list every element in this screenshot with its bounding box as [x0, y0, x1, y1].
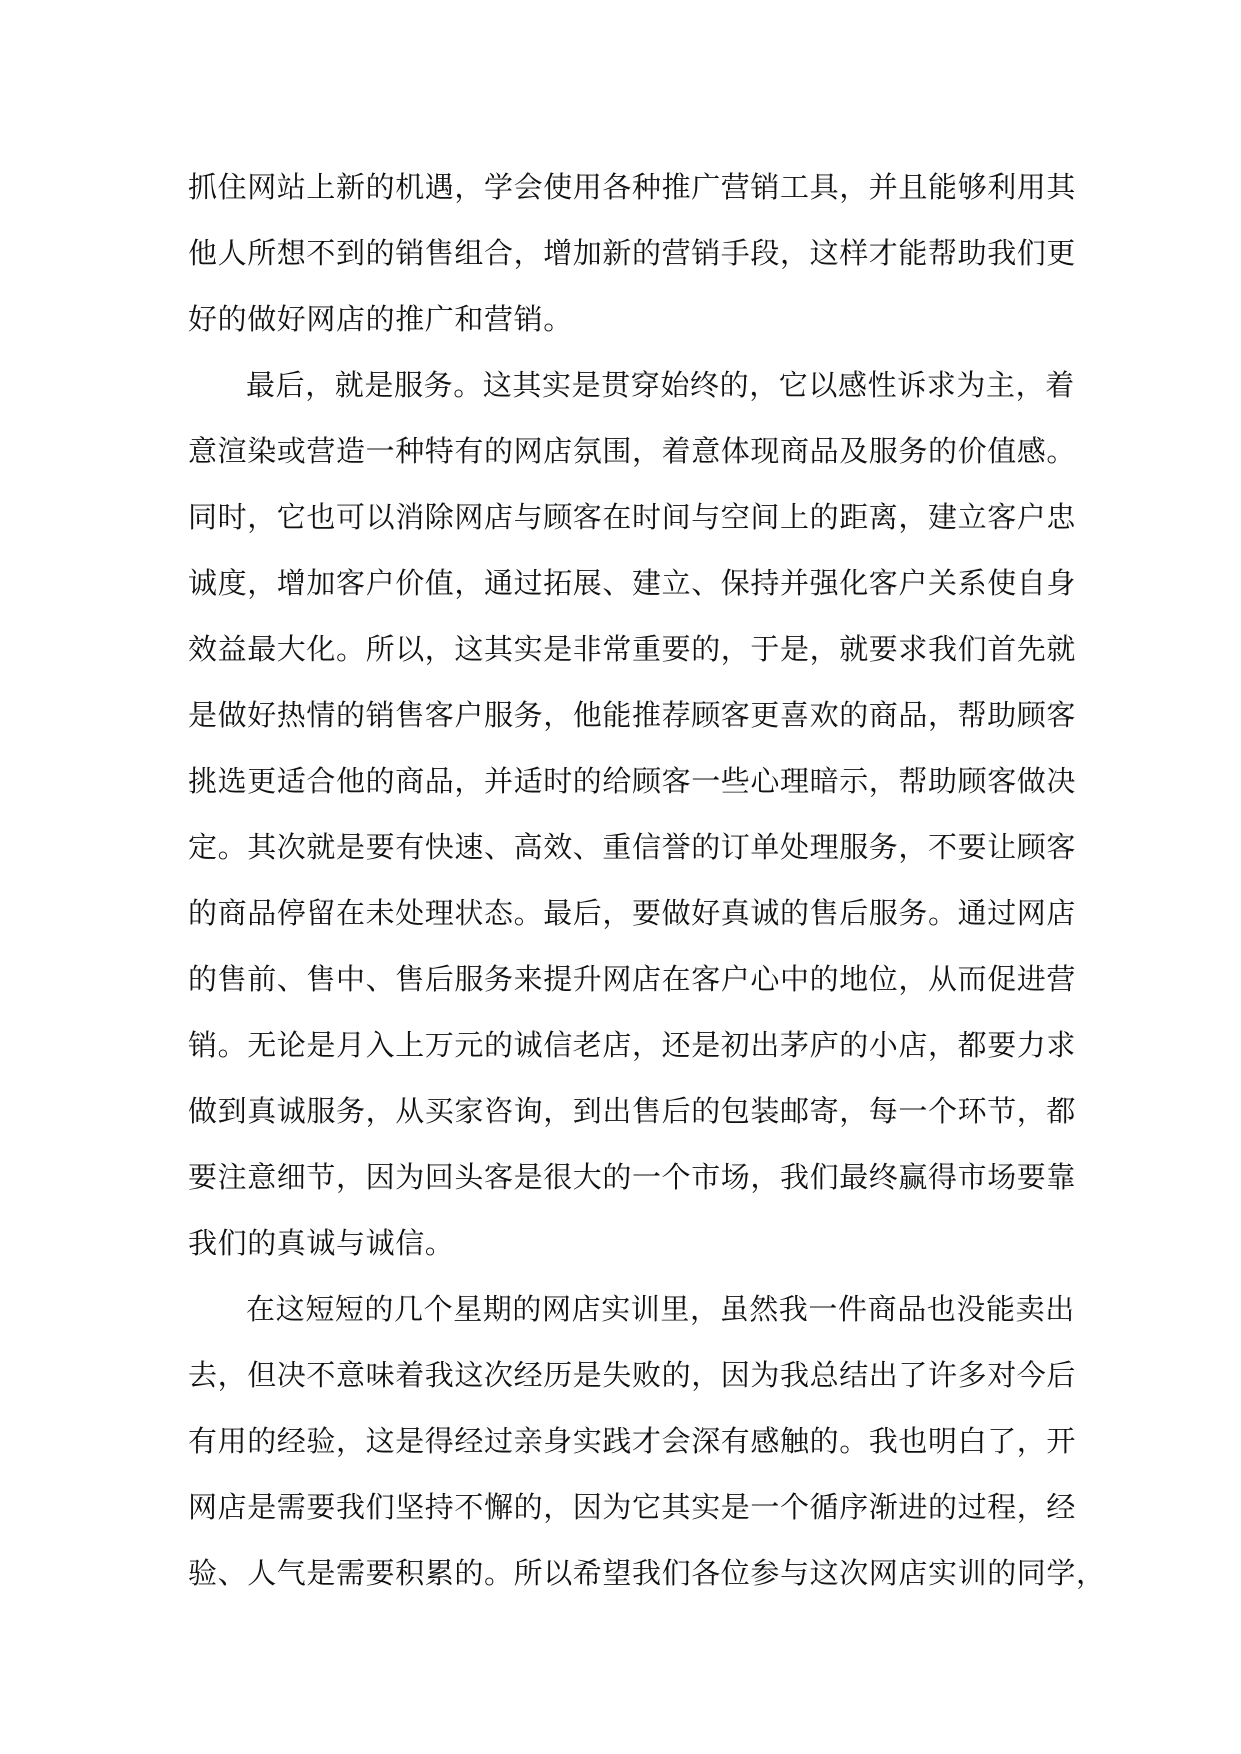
paragraph-3-line-4: 网店是需要我们坚持不懈的，因为它其实是一个循序渐进的过程，经 — [188, 1490, 1077, 1524]
paragraph-1-line-1: 抓住网站上新的机遇，学会使用各种推广营销工具，并且能够利用其 — [188, 170, 1077, 204]
paragraph-2-line-2: 意渲染或营造一种特有的网店氛围，着意体现商品及服务的价值感。 — [188, 434, 1077, 468]
paragraph-1-line-3: 好的做好网店的推广和营销。 — [188, 302, 573, 336]
paragraph-2-line-12: 做到真诚服务，从买家咨询，到出售后的包装邮寄，每一个环节，都 — [188, 1094, 1077, 1128]
paragraph-2-line-7: 挑选更适合他的商品，并适时的给顾客一些心理暗示，帮助顾客做决 — [188, 764, 1077, 798]
paragraph-2-line-1: 最后，就是服务。这其实是贯穿始终的，它以感性诉求为主，着 — [246, 368, 1075, 402]
paragraph-2-line-8: 定。其次就是要有快速、高效、重信誉的订单处理服务，不要让顾客 — [188, 830, 1077, 864]
paragraph-3-line-3: 有用的经验，这是得经过亲身实践才会深有感触的。我也明白了，开 — [188, 1424, 1077, 1458]
paragraph-3-line-1: 在这短短的几个星期的网店实训里，虽然我一件商品也没能卖出 — [246, 1292, 1075, 1326]
paragraph-2-line-11: 销。无论是月入上万元的诚信老店，还是初出茅庐的小店，都要力求 — [188, 1028, 1077, 1062]
paragraph-2-line-3: 同时，它也可以消除网店与顾客在时间与空间上的距离，建立客户忠 — [188, 500, 1077, 534]
paragraph-2-line-13: 要注意细节，因为回头客是很大的一个市场，我们最终赢得市场要靠 — [188, 1160, 1077, 1194]
paragraph-2-line-9: 的商品停留在未处理状态。最后，要做好真诚的售后服务。通过网店 — [188, 896, 1077, 930]
paragraph-3-line-2: 去，但决不意味着我这次经历是失败的，因为我总结出了许多对今后 — [188, 1358, 1077, 1392]
paragraph-2-line-5: 效益最大化。所以，这其实是非常重要的，于是，就要求我们首先就 — [188, 632, 1077, 666]
paragraph-1-line-2: 他人所想不到的销售组合，增加新的营销手段，这样才能帮助我们更 — [188, 236, 1077, 270]
paragraph-2-line-4: 诚度，增加客户价值，通过拓展、建立、保持并强化客户关系使自身 — [188, 566, 1077, 600]
paragraph-2-line-10: 的售前、售中、售后服务来提升网店在客户心中的地位，从而促进营 — [188, 962, 1077, 996]
paragraph-3-line-5: 验、人气是需要积累的。所以希望我们各位参与这次网店实训的同学， — [188, 1556, 1106, 1590]
document-body — [188, 154, 1106, 1606]
paragraph-2-line-14: 我们的真诚与诚信。 — [188, 1226, 455, 1260]
paragraph-2-line-6: 是做好热情的销售客户服务，他能推荐顾客更喜欢的商品，帮助顾客 — [188, 698, 1077, 732]
